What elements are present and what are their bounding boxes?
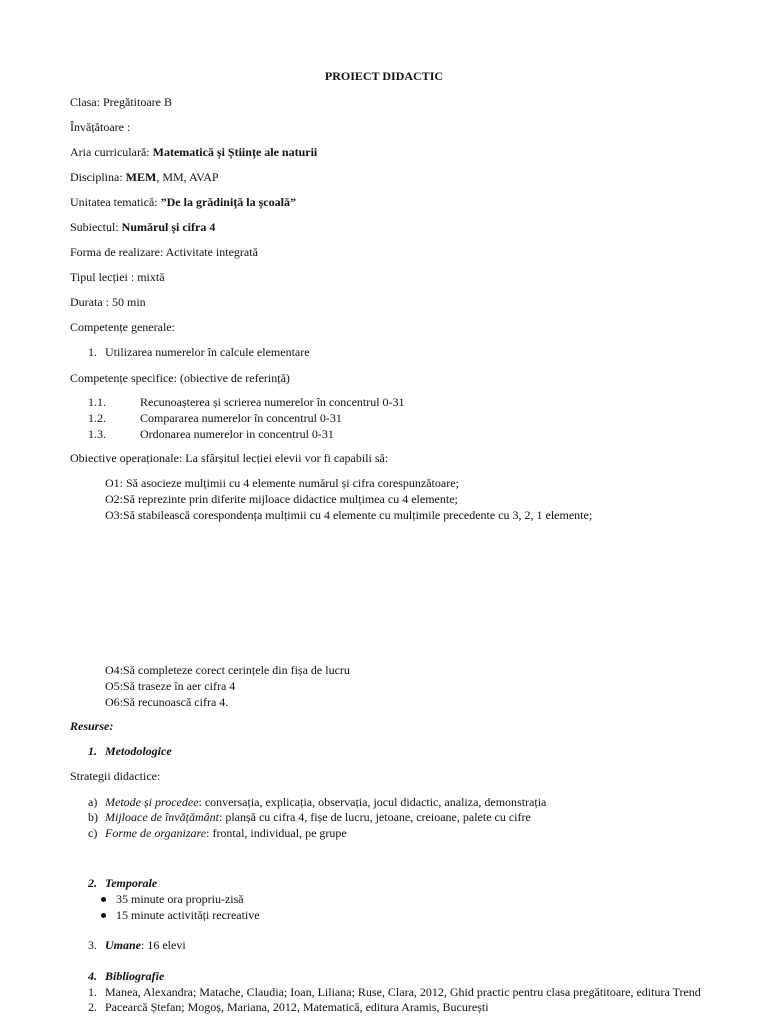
disciplina-label: Disciplina: (70, 170, 126, 184)
competenta-specifica-item (88, 395, 405, 409)
temporale-heading (88, 876, 157, 890)
subiectul-line (70, 220, 215, 234)
list-number: 1. (88, 744, 97, 758)
strategie-label: Metode și procedee (105, 795, 199, 809)
disciplina-line (70, 170, 219, 184)
temporale-item (101, 908, 260, 922)
list-number: 1. (88, 345, 97, 359)
list-number: 3. (88, 938, 97, 952)
list-number: 1.1. (88, 395, 106, 409)
list-number: 2. (88, 1000, 97, 1014)
list-number: 1.3. (88, 427, 106, 441)
umane-text: : 16 elevi (141, 938, 186, 952)
aria-value: Matematică și Științe ale naturii (152, 145, 318, 159)
strategie-label: Forme de organizare (105, 826, 207, 840)
list-text: Ordonarea numerelor in concentrul 0-31 (140, 427, 334, 441)
durata-line: Durata : 50 min (70, 295, 146, 309)
list-text: Utilizarea numerelor în calcule elementare (105, 345, 310, 359)
bibliografie-heading (88, 969, 164, 983)
unitatea-line (70, 195, 296, 209)
list-number: 4. (88, 969, 97, 983)
strategie-text: : planșă cu cifra 4, fișe de lucru, jetoane, creioane, palete cu cifre (218, 810, 531, 824)
list-text: Recunoașterea și scrierea numerelor în concentrul 0-31 (140, 395, 405, 409)
strategie-text: : conversația, explicația, observația, jocul didactic, analiza, demonstrația (198, 795, 547, 809)
disciplina-bold: MEM (125, 170, 157, 184)
list-number: 2. (88, 876, 97, 890)
clasa-line (70, 95, 172, 109)
aria-line (70, 145, 317, 159)
tipul-line: Tipul lecției : mixtă (70, 270, 165, 284)
list-text: Bibliografie (105, 969, 165, 983)
unitatea-label: Unitatea tematică: (70, 195, 161, 209)
disciplina-rest: , MM, AVAP (156, 170, 219, 184)
strategie-item (88, 810, 531, 824)
list-number: 1.2. (88, 411, 106, 425)
list-text: Metodologice (105, 744, 172, 758)
invatatoare-line: Învățătoare : (70, 120, 131, 134)
competenta-generala-item (88, 345, 310, 359)
list-text: Compararea numerelor în concentrul 0-31 (140, 411, 342, 425)
bullet-icon (101, 913, 106, 918)
obiectiv-item: O6:Să recunoască cifra 4. (105, 695, 229, 709)
list-number: 1. (88, 985, 97, 999)
bibliografie-item (88, 1000, 489, 1014)
list-text: Temporale (105, 876, 158, 890)
obiectiv-item: O2:Să reprezinte prin diferite mijloace didactice mulțimea cu 4 elemente; (105, 492, 458, 506)
competente-generale-heading: Competențe generale: (70, 320, 175, 334)
list-text: Pacearcă Ștefan; Mogoș, Mariana, 2012, Matematică, editura Aramis, București (105, 1000, 489, 1014)
obiectiv-item: O3:Să stabilească corespondența mulțimii cu 4 elemente cu mulțimile precedente cu 3, 2, 1 elemente; (105, 508, 593, 522)
strategii-heading: Strategii didactice: (70, 769, 161, 783)
competenta-specifica-item (88, 411, 342, 425)
list-letter: b) (88, 810, 98, 824)
aria-label: Aria curriculară: (70, 145, 153, 159)
list-text: 15 minute activități recreative (116, 908, 260, 922)
subiectul-value: Numărul și cifra 4 (121, 220, 216, 234)
clasa-label: Clasa: (70, 95, 103, 109)
obiectiv-item: O1: Să asocieze mulțimii cu 4 elemente numărul și cifra corespunzătoare; (105, 476, 459, 490)
unitatea-value: ”De la grădiniță la școală” (160, 195, 296, 209)
list-text: 35 minute ora propriu-zisă (116, 892, 244, 906)
umane-line (88, 938, 186, 952)
obiectiv-item: O5:Să traseze în aer cifra 4 (105, 679, 236, 693)
page-title: PROIECT DIDACTIC (324, 69, 444, 83)
strategie-text: : frontal, individual, pe grupe (206, 826, 347, 840)
obiective-heading: Obiective operaționale: La sfârșitul lecției elevii vor fi capabili să: (70, 451, 389, 465)
competente-specifice-heading: Competențe specifice: (obiective de referință) (70, 371, 290, 385)
bullet-icon (101, 897, 106, 902)
resurse-heading: Resurse: (70, 719, 114, 733)
clasa-value: Pregătitoare B (103, 95, 172, 109)
list-letter: a) (88, 795, 98, 809)
list-text: Manea, Alexandra; Matache, Claudia; Ioan, Liliana; Ruse, Clara, 2012, Ghid practic pentru clasa pregătitoare, editura Trend (105, 985, 701, 999)
strategie-item (88, 826, 347, 840)
bibliografie-item (88, 985, 701, 999)
subiectul-label: Subiectul: (70, 220, 122, 234)
umane-label: Umane (105, 938, 141, 952)
obiectiv-item: O4:Să completeze corect cerințele din fișa de lucru (105, 663, 350, 677)
list-letter: c) (88, 826, 98, 840)
forma-line: Forma de realizare: Activitate integrată (70, 245, 258, 259)
metodologice-heading (88, 744, 172, 758)
strategie-label: Mijloace de învățământ (105, 810, 219, 824)
strategie-item (88, 795, 546, 809)
temporale-item (101, 892, 244, 906)
competenta-specifica-item (88, 427, 334, 441)
